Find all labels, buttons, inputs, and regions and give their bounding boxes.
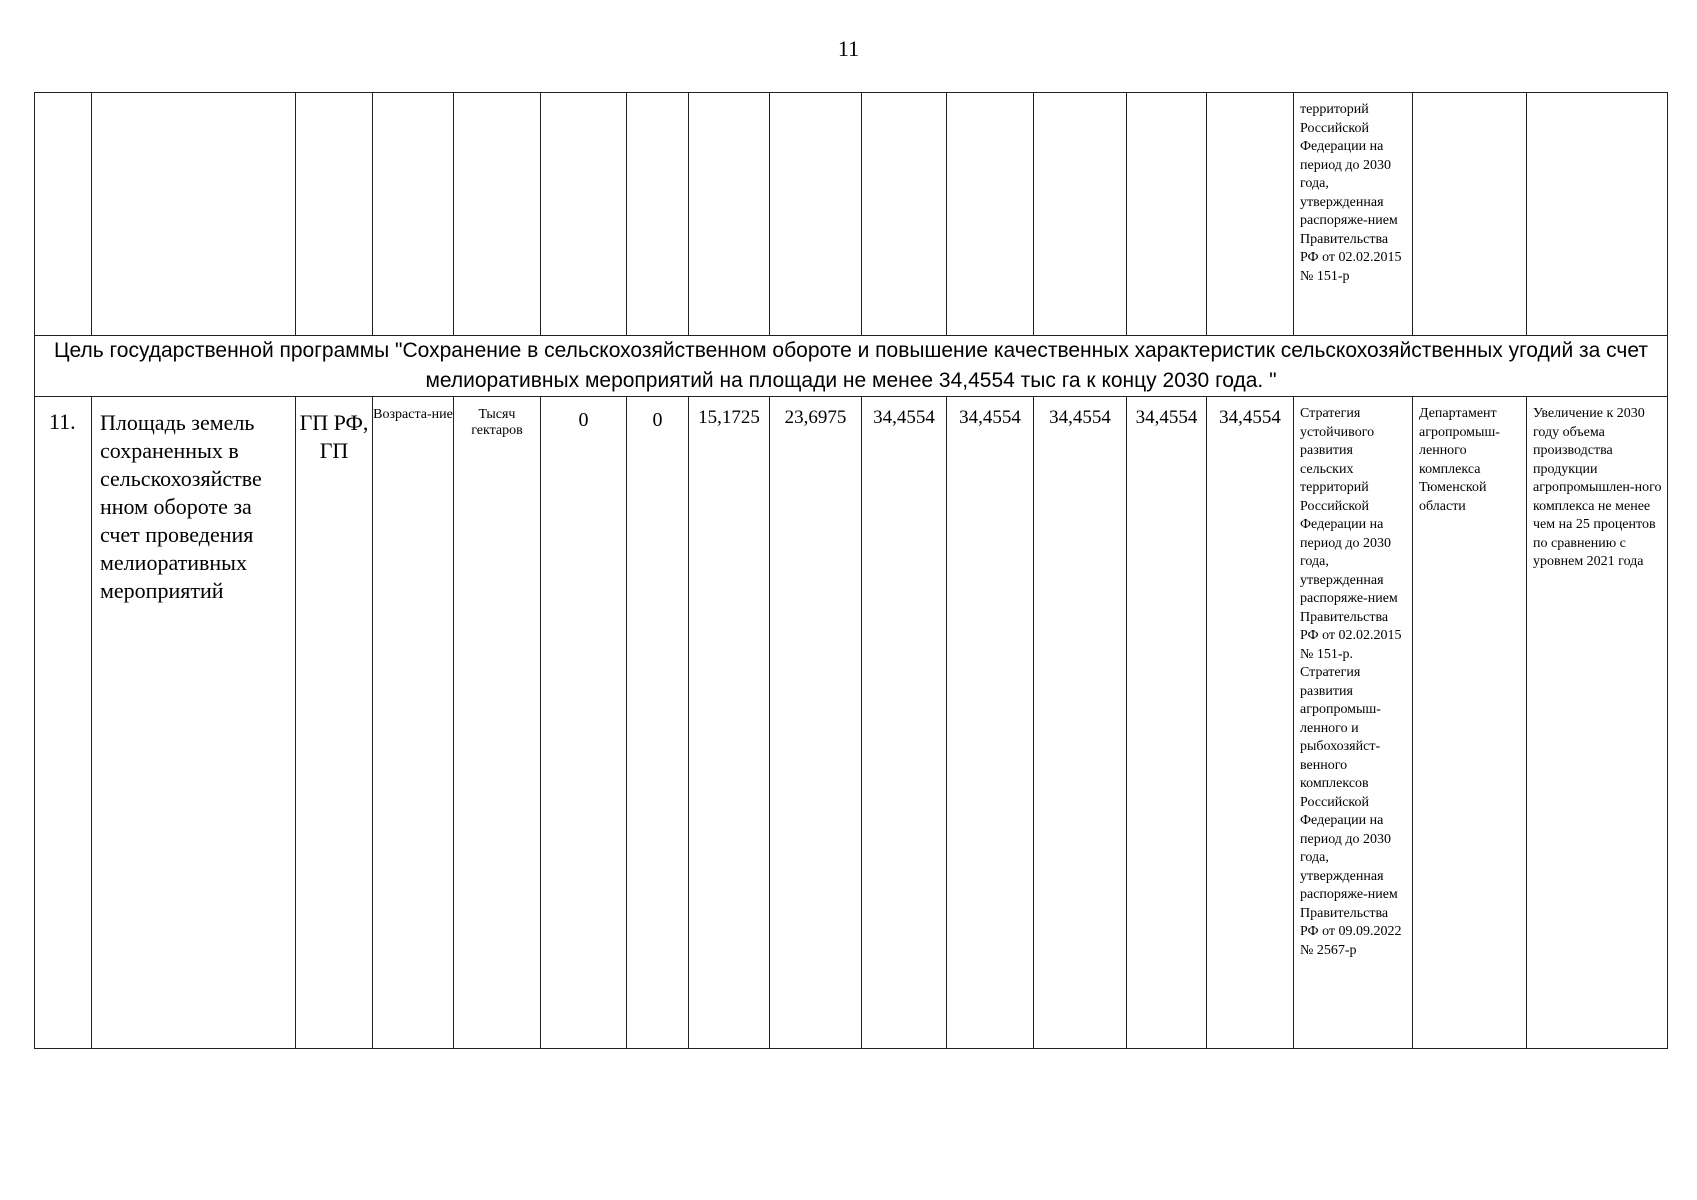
cell-value: 34,4554	[1034, 397, 1127, 1049]
cell-goal-link: Увеличение к 2030 году объема производства продукции агропромышлен-ного комплекса не менее чем на 25 процентов по сравнению с уровнем 2021 года	[1527, 397, 1668, 1049]
cell-empty	[689, 93, 770, 336]
cell-empty	[35, 93, 92, 336]
cell-source-document: территорий Российской Федерации на период до 2030 года, утвержденная распоряже-нием Правительства РФ от 02.02.2015 № 151-р	[1294, 93, 1413, 336]
cell-unit: Тысяч гектаров	[454, 397, 541, 1049]
cell-value: 15,1725	[689, 397, 770, 1049]
cell-value: 34,4554	[1207, 397, 1294, 1049]
cell-empty	[373, 93, 454, 336]
cell-empty	[1207, 93, 1294, 336]
cell-empty	[1034, 93, 1127, 336]
cell-direction: Возраста-ние	[373, 397, 454, 1049]
cell-indicator-name: Площадь земель сохраненных в сельскохозяйстве нном обороте за счет проведения мелиоративных мероприятий	[92, 397, 296, 1049]
indicators-table	[34, 92, 1668, 1049]
cell-empty	[296, 93, 373, 336]
cell-value: 34,4554	[947, 397, 1034, 1049]
program-goal-text: Цель государственной программы "Сохранение в сельскохозяйственном обороте и повышение качественных характеристик сельскохозяйственных угодий за счет мелиоративных мероприятий на площади не менее 34,4554 тыс га к концу 2030 года. "	[35, 336, 1668, 397]
cell-empty	[627, 93, 689, 336]
table-row-indicator	[35, 397, 1668, 1049]
cell-value: 0	[627, 397, 689, 1049]
cell-index: 11.	[35, 397, 92, 1049]
cell-empty	[1413, 93, 1527, 336]
cell-source-document: Стратегия устойчивого развития сельских территорий Российской Федерации на период до 2030 года, утвержденная распоряже-нием Правительства РФ от 02.02.2015 № 151-р. Стратегия развития агропромыш-ленного и рыбохозяйст-венного комплексов Российской Федерации на период до 2030 года, утвержденная распоряже-нием Правительства РФ от 09.09.2022 № 2567-р	[1294, 397, 1413, 1049]
cell-value: 23,6975	[770, 397, 862, 1049]
page-number: 11	[837, 36, 860, 61]
cell-value: 0	[541, 397, 627, 1049]
cell-empty	[862, 93, 947, 336]
cell-empty	[1527, 93, 1668, 336]
cell-empty	[770, 93, 862, 336]
cell-empty	[1127, 93, 1207, 336]
cell-responsible: Департамент агропромыш-ленного комплекса Тюменской области	[1413, 397, 1527, 1049]
cell-value: 34,4554	[1127, 397, 1207, 1049]
cell-value: 34,4554	[862, 397, 947, 1049]
cell-empty	[541, 93, 627, 336]
cell-level: ГП РФ, ГП	[296, 397, 373, 1049]
cell-empty	[947, 93, 1034, 336]
table-row-goal	[35, 336, 1668, 397]
cell-empty	[454, 93, 541, 336]
table-row-continuation	[35, 93, 1668, 336]
cell-empty	[92, 93, 296, 336]
